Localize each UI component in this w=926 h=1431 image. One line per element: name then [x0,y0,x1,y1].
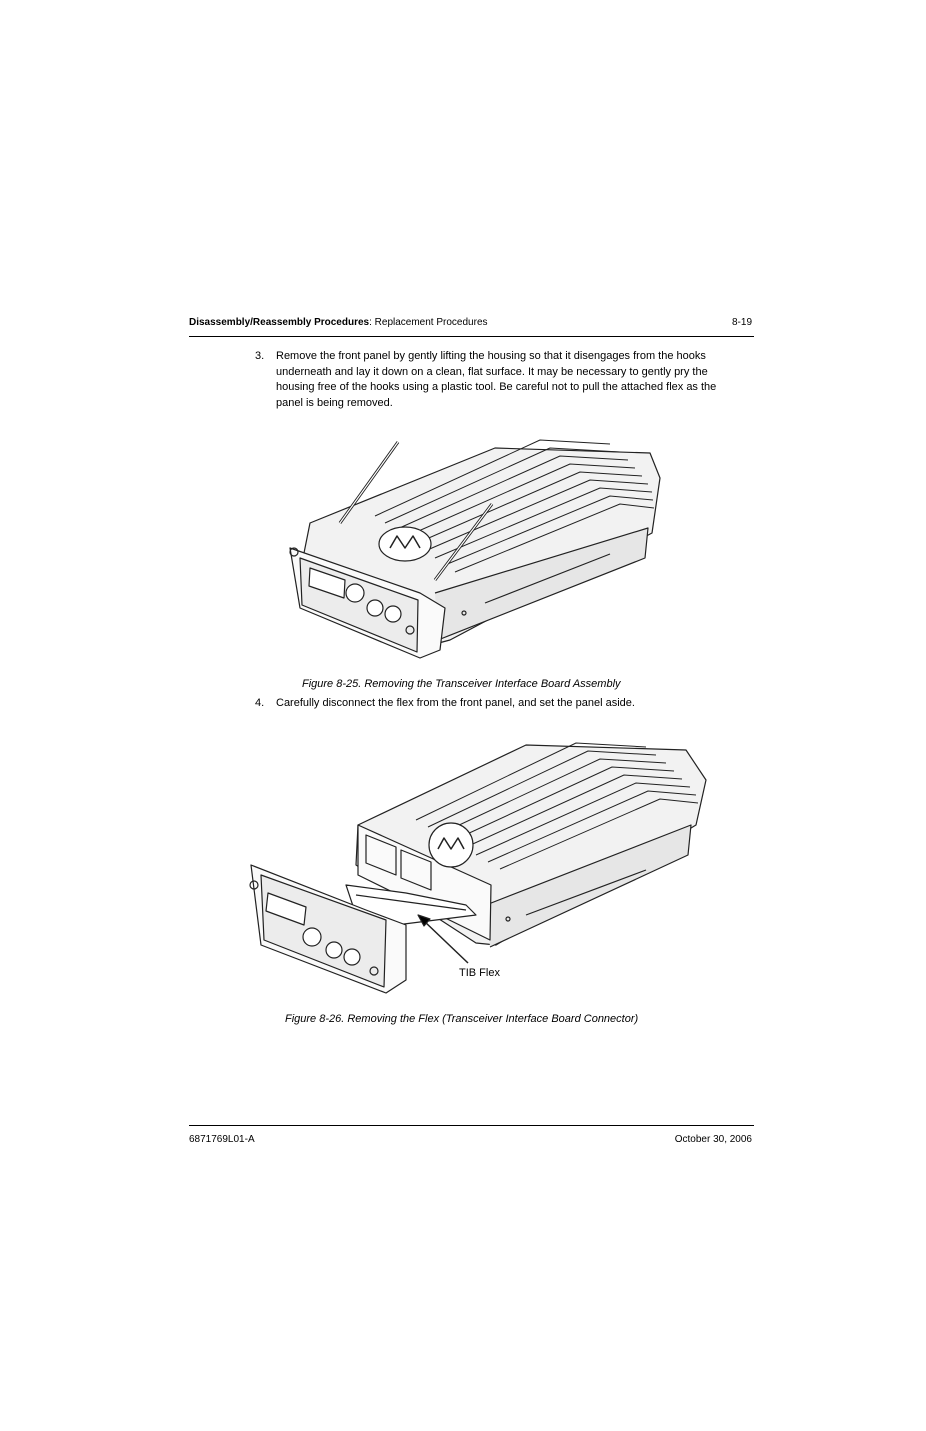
header-page-number: 8-19 [731,317,752,328]
figure-8-26-caption: Figure 8-26. Removing the Flex (Transceiver Interface Board Connector) [285,1013,639,1025]
page-header [189,316,754,337]
header-section-rest: : Replacement Procedures [369,317,488,328]
figure-8-25-illustration [280,408,670,660]
tib-flex-callout: TIB Flex [459,967,500,979]
step-text: Carefully disconnect the flex from the front panel, and set the panel aside. [276,697,635,709]
page-footer [189,1125,754,1148]
header-section-bold: Disassembly/Reassembly Procedures [189,317,370,328]
step-number: 3. [255,350,265,362]
footer-date: October 30, 2006 [674,1134,752,1145]
figure-8-26-illustration [246,725,711,997]
footer-doc-number: 6871769L01-A [189,1134,255,1145]
step-number: 4. [255,697,265,709]
figure-8-25-caption: Figure 8-25. Removing the Transceiver Interface Board Assembly [302,678,621,690]
header-section [189,317,488,328]
step-text: Remove the front panel by gently lifting the housing so that it disengages from the hooks underneath and lay it down on a clean, flat surface. It may be necessary to gently pry the housing free of the hooks using a plastic tool. Be careful not to pull the attached flex as the panel is being removed. [276,350,717,409]
